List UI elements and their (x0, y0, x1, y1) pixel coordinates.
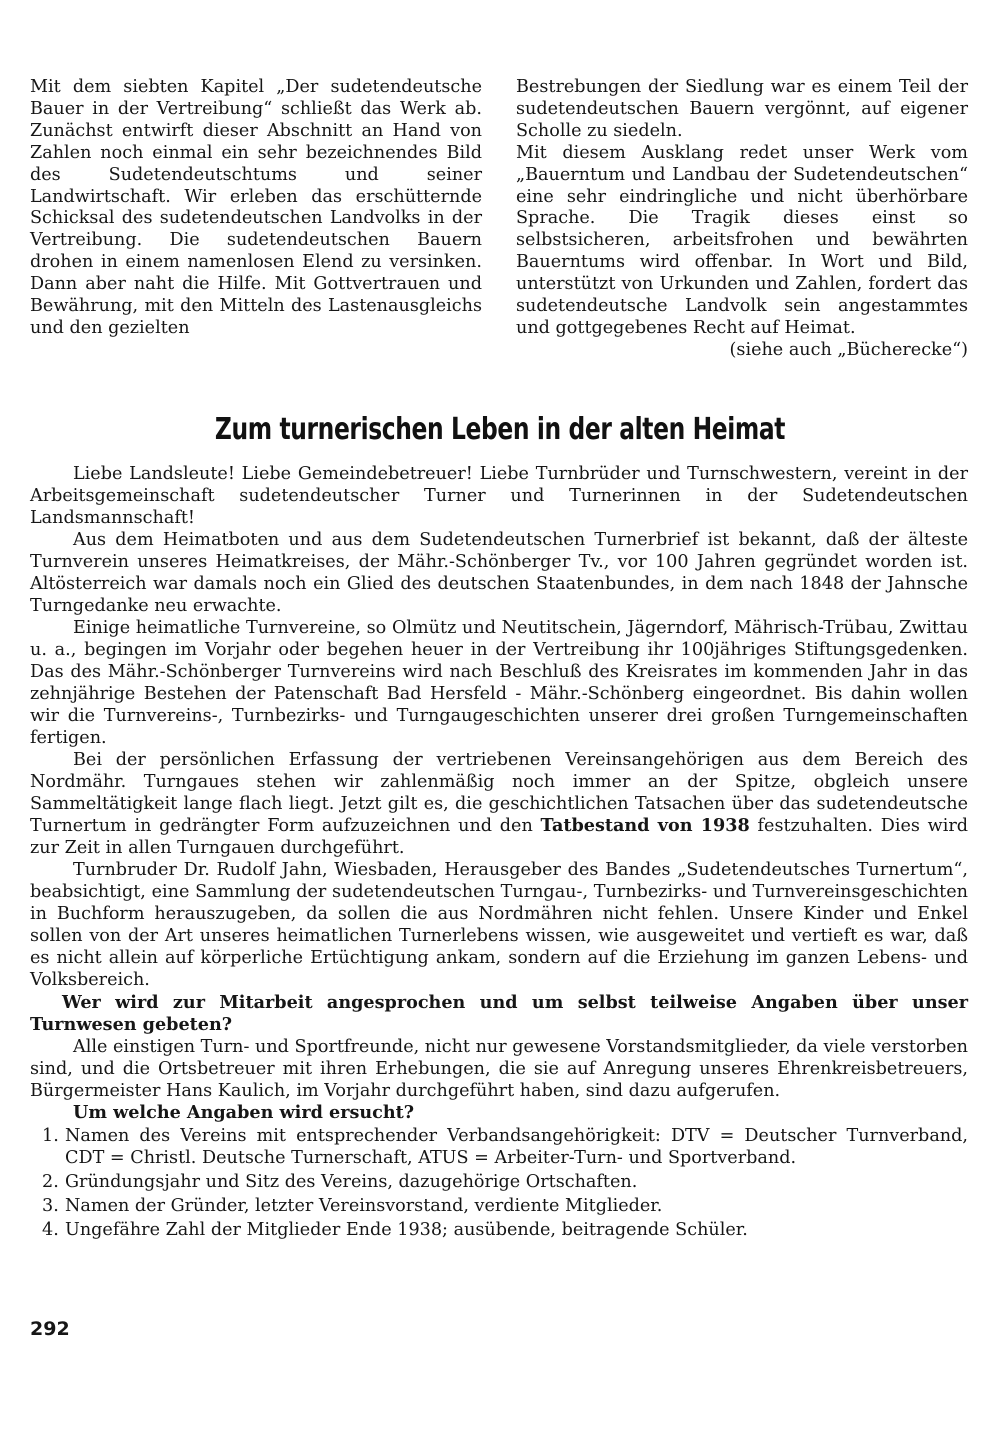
article-heading: Zum turnerischen Leben in der alten Heimat (214, 412, 786, 447)
article-body (30, 463, 968, 1243)
article-paragraph-4 (30, 749, 968, 859)
list-item-text: Ungefähre Zahl der Mitglieder Ende 1938; ausübende, beitragende Schüler. (65, 1220, 748, 1240)
paragraph-4-bold: Tatbestand von 1938 (540, 815, 750, 836)
right-column-paragraph-2: Mit diesem Ausklang redet unser Werk vom „Bauerntum und Landbau der Sudetendeutschen“ eine sehr eindringliche und nicht überhörbare Sprache. Die Tragik dieses einst so selbstsicheren, arbeitsfrohen und bewährten Bauerntums wird offenbar. In Wort und Bild, unterstützt von Urkunden und Zahlen, fordert das sudetendeutsche Landvolk sein angestammtes und gottgegebenes Recht auf Heimat. (516, 142, 968, 338)
right-column (516, 77, 968, 362)
paragraph-4-start: Bei der persönlichen Erfassung der vertriebenen Vereinsangehörigen aus dem Bereich des Nordmähr. Turngaues stehen wir zahlenmäßig noch immer an der Spitze, obgleich unsere Sammeltätigkeit lange flach liegt. Jetzt gilt es, die geschichtlichen Tatsachen über das sudetendeutsche Turnertum in gedrängter Form aufzuzeichnen und den (30, 750, 968, 836)
list-item-text: Namen des Vereins mit entsprechender Verbandsangehörigkeit: DTV = Deutscher Turnverband, CDT = Christl. Deutsche Turnerschaft, ATUS = Arbeiter-Turn- und Sportverband. (65, 1126, 968, 1168)
list-item-number: 4. (42, 1220, 59, 1240)
list-item (30, 1125, 968, 1169)
list-item-number: 1. (42, 1126, 59, 1146)
list-item-text: Namen der Gründer, letzter Vereinsvorstand, verdiente Mitglieder. (65, 1196, 663, 1216)
requested-information-list (30, 1125, 968, 1241)
article-paragraph-1: Liebe Landsleute! Liebe Gemeindebetreuer! Liebe Turnbrüder und Turnschwestern, vereint in der Arbeitsgemeinschaft sudetendeutscher Turner und Turnerinnen in der Sudetendeutschen Landsmannschaft! (30, 464, 968, 528)
article-paragraph-5: Turnbruder Dr. Rudolf Jahn, Wiesbaden, Herausgeber des Bandes „Sudetendeutsches Turnertum“, beabsichtigt, eine Sammlung der sudetendeutschen Turngau-, Turnbezirks- und Turnvereinsgeschichten in Buchform herauszugeben, da sollen die aus Nordmähren nicht fehlen. Unsere Kinder und Enkel sollen von der Art unseres heimatlichen Turnerlebens wissen, wie ausgeweitet und vertieft es war, daß es nicht allein auf körperliche Ertüchtigung ankam, sondern auf die Erziehung im ganzen Lebens- und Volksbereich. (30, 860, 968, 990)
list-item-number: 3. (42, 1196, 59, 1216)
article-paragraph-6: Alle einstigen Turn- und Sportfreunde, nicht nur gewesene Vorstandsmitglieder, da viele verstorben sind, und die Ortsbetreuer mit ihren Erhebungen, die sie auf Anregung unseres Ehrenkreisbetreuers, Bürgermeister Hans Kaulich, im Vorjahr durchgeführt haben, sind dazu aufgerufen. (30, 1037, 968, 1101)
right-column-paragraph-1: Bestrebungen der Siedlung war es einem Teil der sudetendeutschen Bauern vergönnt, auf eigener Scholle zu siedeln. (516, 77, 968, 141)
list-item (30, 1195, 968, 1217)
list-heading: Um welche Angaben wird ersucht? (73, 1102, 415, 1123)
list-item (30, 1171, 968, 1193)
list-item-text: Gründungsjahr und Sitz des Vereins, dazugehörige Ortschaften. (65, 1172, 638, 1192)
list-item (30, 1219, 968, 1241)
page-number: 292 (30, 1318, 70, 1340)
article-paragraph-3: Einige heimatliche Turnvereine, so Olmütz und Neutitschein, Jägerndorf, Mährisch-Trübau, Zwittau u. a., begingen im Vorjahr oder begehen heuer in der Vertreibung ihr 100jähriges Stiftungsgedenken. Das des Mähr.-Schönberger Turnvereins wird nach Beschluß des Kreisrates im kommenden Jahr in das zehnjährige Bestehen der Patenschaft Bad Hersfeld - Mähr.-Schönberg eingeordnet. Bis dahin wollen wir die Turnvereins-, Turnbezirks- und Turngaugeschichten unserer drei großen Turngemeinschaften fertigen. (30, 618, 968, 748)
participation-question: Wer wird zur Mitarbeit angesprochen und um selbst teilweise Angaben über unser Turnwesen gebeten? (30, 992, 968, 1035)
article-paragraph-2: Aus dem Heimatboten und aus dem Sudetendeutschen Turnerbrief ist bekannt, daß der älteste Turnverein unseres Heimatkreises, der Mähr.-Schönberger Tv., vor 100 Jahren gegründet worden ist. Altösterreich war damals noch ein Glied des deutschen Staatenbundes, in dem nach 1848 der Jahnsche Turngedanke neu erwachte. (30, 530, 968, 616)
book-corner-note: (siehe auch „Bücherecke“) (729, 339, 968, 360)
paragraph-4-end: festzuhalten. Dies wird zur Zeit in allen Turngauen durchgeführt. (30, 816, 969, 858)
left-column (30, 77, 482, 340)
list-item-number: 2. (42, 1172, 59, 1192)
left-column-paragraph: Mit dem siebten Kapitel „Der sudetendeutsche Bauer in der Vertreibung“ schließt das Werk ab. Zunächst entwirft dieser Abschnitt an Hand von Zahlen noch einmal ein sehr bezeichnendes Bild des Sudetendeutschtums und seiner Landwirtschaft. Wir erleben das erschütternde Schicksal des sudetendeutschen Landvolks in der Vertreibung. Die sudetendeutschen Bauern drohen in einem namenlosen Elend zu versinken. Dann aber naht die Hilfe. Mit Gottvertrauen und Bewährung, mit den Mitteln des Lastenausgleichs und den gezielten (30, 77, 482, 338)
